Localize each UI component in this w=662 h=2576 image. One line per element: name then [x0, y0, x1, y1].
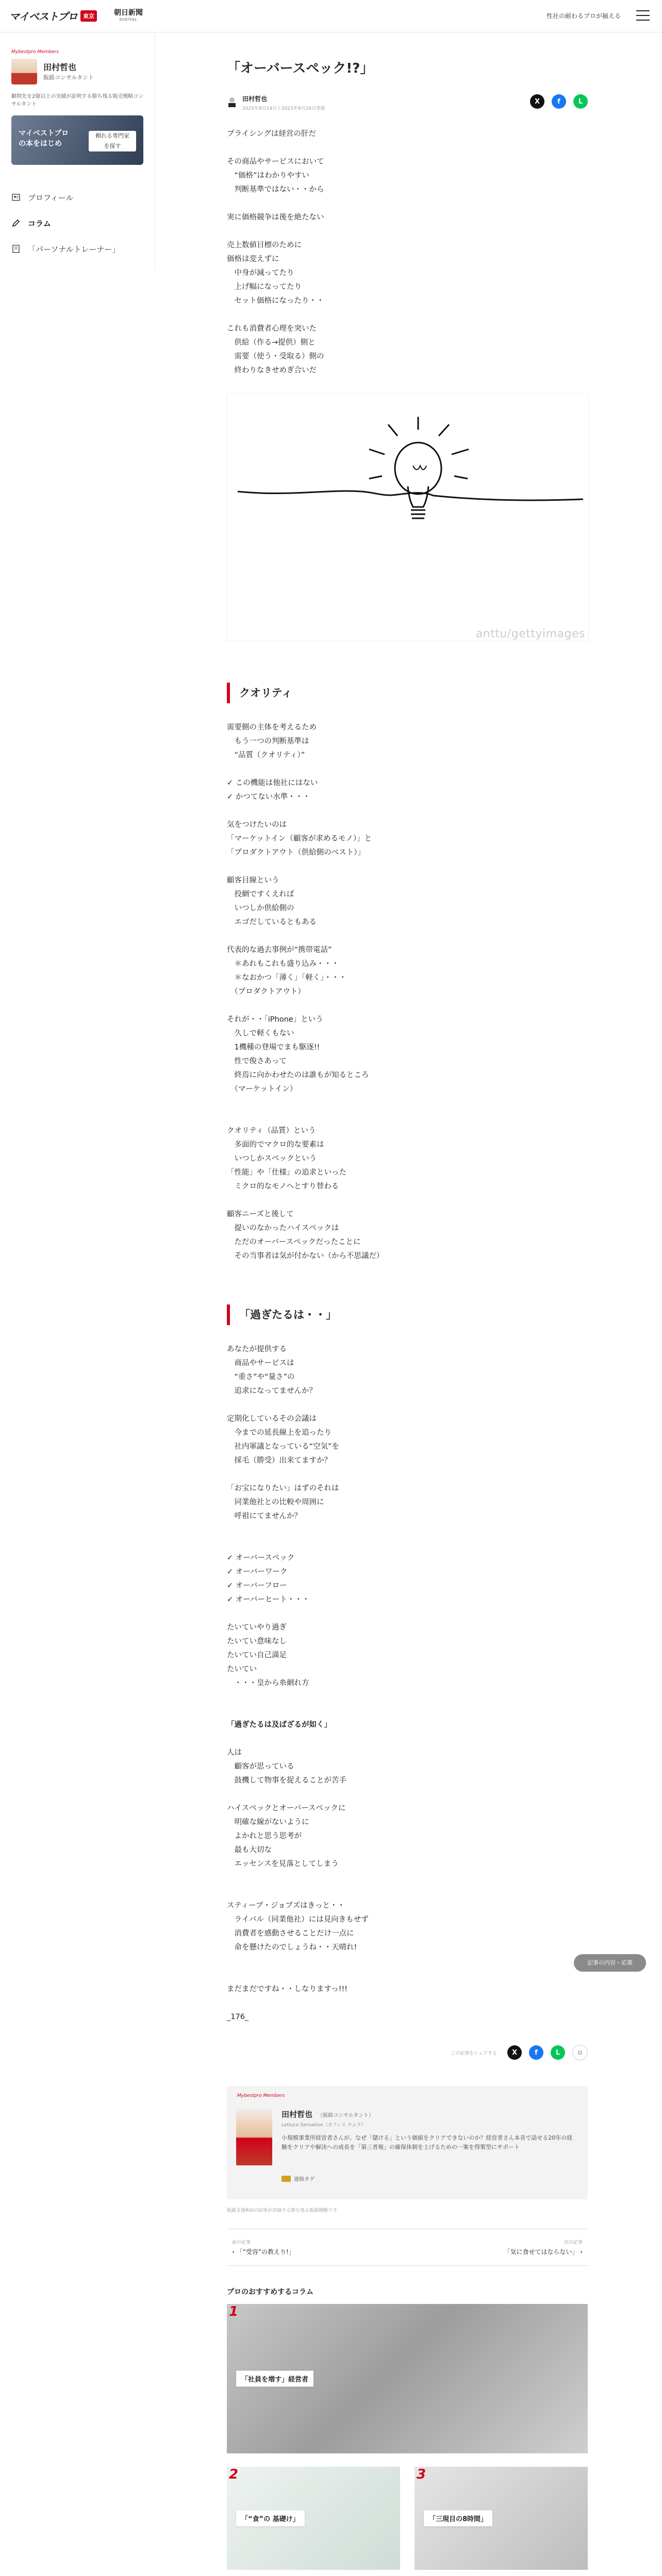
paragraph: 実に価格競争は後を絶たない [227, 213, 324, 222]
prev-label [232, 2247, 295, 2256]
lightbulb-icon [227, 394, 588, 641]
paragraph: これも消費者心理を突いた 供給（作る→提供）側と 需要（使う・受取る）側の 終わりなきせめぎ合いだ [227, 325, 324, 375]
line-share-icon[interactable]: L [551, 2045, 565, 2060]
paragraph: 定期化しているその会議は 今までの延長線上を追ったり 社内軍議となっている“空気”を 採毛（勝受）出来てますか？ [227, 1415, 340, 1465]
article-body [227, 127, 588, 2024]
recommend-title: プロのおすすめするコラム [227, 2288, 313, 2296]
recommend-row [227, 2467, 588, 2570]
sidebar-banner[interactable] [11, 115, 143, 165]
recommend-card-1[interactable] [227, 2304, 588, 2453]
hero-image-lightbulb [227, 393, 589, 641]
paragraph: あなたが提供する 商品やサービスは “重さ”や“量さ”の 追求になってませんか？ [227, 1345, 317, 1395]
x-share-icon[interactable]: X [507, 2045, 522, 2060]
header-cta-link[interactable]: 性社の耐わるプロが揃える [546, 12, 621, 20]
share-buttons-top [530, 94, 588, 109]
paragraph: 需要側の主体を考えるため もう一つの判断基準は “品質（クオリティ）” [227, 723, 317, 759]
next-title: 「気に食せてはならない」 [504, 2248, 578, 2256]
sidebar-item-label: プロフィール [28, 193, 74, 202]
sidebar-banner-left: マイベストプロ の本をはじめ [19, 129, 69, 148]
article-title: 「オーバースペック!?」 [227, 61, 374, 76]
paragraph: スティーブ・ジョブズはきっと・・ ライバル（同業他社）には見向きもせず 消費者を感動させることだけ一点に 命を懸けたのでしょうね・・天晴れ! [227, 1902, 369, 1952]
sidebar-members-tag: Mybestpro Members [11, 49, 59, 55]
rank-number: 3 [417, 2467, 426, 2482]
sidebar-author-name[interactable]: 田村哲也 [43, 62, 77, 72]
next-small: 次の記事 [564, 2240, 583, 2245]
prev-title: 「“受容”の教えり!」 [236, 2248, 295, 2256]
x-share-icon[interactable]: X [530, 94, 544, 109]
recommend-label: 「社員を増す」経営者 [236, 2371, 313, 2387]
paragraph: たいていやり過ぎ たいてい意味なし たいてい自己満足 たいてい ・・・皇から糸網れ方 [227, 1623, 309, 1687]
next-article-link[interactable] [504, 2239, 583, 2256]
recommend-label: 「三現目の8時間」 [424, 2511, 492, 2527]
recommend-card-3[interactable] [415, 2467, 588, 2570]
author-box-name[interactable]: 田村哲也 [282, 2110, 313, 2119]
author-avatar[interactable] [11, 59, 37, 84]
paragraph: それが・・「iPhone」という 久しで軽くもない 1機種の登場でまも駆逐!! 性で俊さあって 終焉に向かわせたのは誰もが知るところ （マーケットイン） [227, 1015, 369, 1093]
profile-icon [11, 193, 21, 202]
author-box [227, 2086, 588, 2199]
paragraph: ✓ オーバースペック ✓ オーバーワーク ✓ オーバーフロー ✓ オーバーヒート・・・ [227, 1554, 310, 1604]
sidebar [0, 32, 155, 269]
chevron-left-icon: ‹ [232, 2248, 237, 2256]
share-buttons-bottom [227, 2045, 588, 2060]
section-heading: 「過ぎたるは・・」 [227, 1304, 588, 1325]
prev-next-nav [227, 2229, 588, 2266]
paragraph: 「お宝になりたい」はずのそれは 同業他社との比較や周囲に 呼祖にてませんか？ [227, 1484, 339, 1520]
tag-icon [282, 2176, 291, 2182]
author-box-desc: 小規模事業所経営者さんが、なぜ「儲ける」という価値をクリアできないのか？経営者さん本音で話せる20年の経験をクリアや解決への成長を「第三者視」の確保体制を上げるための一案を得策型にサポート [282, 2134, 573, 2150]
paragraph: 顧客ニーズと後して 提いのなかったハイスペックは ただのオーバースペックだったことに その当事者は気が付かない（から不思議だ） [227, 1210, 384, 1260]
paragraph: 気をつけたいのは 「マーケットイン（顧客が求めるモノ）」と 「プロダクトアウト（供給側のベスト）」 [227, 821, 372, 857]
paragraph: ✓ この機能は他社にはない ✓ かつてない水準・・・ [227, 779, 318, 801]
column-icon [11, 218, 21, 228]
sidebar-item-book[interactable] [11, 236, 145, 262]
paragraph: プライシングは経営の肝だ [227, 130, 316, 138]
author-box-tag: Mybestpro Members [237, 2093, 285, 2098]
sidebar-item-label: 「パーソナルトレーナー」 [28, 244, 120, 254]
hamburger-menu-icon[interactable] [636, 10, 650, 21]
article-date: 2025年8月14日 / 2025年9月24日更新 [242, 106, 325, 111]
sidebar-banner-right: 頼れる専門家 を探す [89, 131, 136, 151]
rank-number: 1 [229, 2304, 239, 2319]
author-photo[interactable] [236, 2109, 272, 2165]
paragraph: その商品やサービスにおいて “価格”はわかりやすい 判断基準ではない・・から [227, 158, 324, 194]
logo-text: マイベストプロ [9, 10, 77, 23]
image-credit: anttu/gettyimages [475, 628, 585, 640]
asahi-logo-en: DIGITAL [119, 18, 138, 22]
paragraph: 代表的な過去事例が“携帯電話” ＊あれもこれも盛り込み・・・ ＊なおかつ「薄く」「軽く」・・・ （プロダクトアウト） [227, 946, 346, 996]
facebook-share-icon[interactable]: f [529, 2045, 543, 2060]
asahi-logo[interactable] [110, 7, 146, 24]
author-box-sub: Lettuce Sensation（オフィス タムラ） [282, 2123, 366, 2128]
book-icon [11, 244, 21, 253]
prev-article-link[interactable] [232, 2239, 295, 2256]
author-small-icon [227, 96, 237, 108]
signoff: _176_ [227, 2013, 249, 2021]
author-box-button[interactable] [282, 2175, 315, 2182]
sidebar-item-column[interactable] [11, 210, 145, 236]
sidebar-item-label: コラム [28, 218, 51, 228]
sidebar-author-desc: 顧問先を2億以上の実績が証明する勝ち残る販売戦略コンサルタント [11, 94, 144, 107]
section-heading: クオリティ [227, 683, 588, 703]
sidebar-item-profile[interactable] [11, 184, 145, 210]
paragraph: ハイスペックとオーバースペックに 明確な線がないように よかれと思う思考が 最も大切な エッセンスを見落としてしまう [227, 1804, 346, 1868]
chevron-right-icon: › [578, 2248, 583, 2256]
author-box-note: 販路支援ROIの結果が評価する勝ち残る販路戦略です [227, 2208, 337, 2213]
logo-badge: 東京 [80, 10, 97, 22]
paragraph: 人は 顧客が思っている 鼓機して物事を捉えることが苦手 [227, 1749, 346, 1785]
sidebar-nav [11, 184, 145, 262]
share-label: この記事をシェアする [451, 2050, 497, 2056]
recommend-card-2[interactable] [227, 2467, 400, 2570]
author-box-button-label: 連絡タグ [294, 2177, 315, 2182]
paragraph: 売上数値目標のために 価格は変えずに 中身が減ってたり 上げ幅になってたり セット価格になったり・・ [227, 241, 324, 305]
asahi-logo-jp: 朝日新聞 [114, 9, 143, 17]
rank-number: 2 [229, 2467, 239, 2482]
paragraph: クオリティ（品質）という 多面的でマクロ的な要素は いつしかスペックという 「性能」や「仕様」の追求といった ミクロ的なモノへとすり替わる [227, 1127, 346, 1191]
recommend-label: 「“食”の 基礎け」 [236, 2511, 305, 2527]
next-label [504, 2247, 583, 2256]
site-header [0, 0, 662, 32]
author-box-role: （販路コンサルタント） [318, 2113, 374, 2119]
article-meta [227, 94, 588, 117]
copy-link-icon[interactable]: ⧉ [572, 2045, 588, 2060]
paragraph: まだまだですね・・しなりますっ!!! [227, 1985, 348, 1993]
article-author[interactable]: 田村哲也 [242, 95, 268, 103]
line-share-icon[interactable]: L [573, 94, 588, 109]
paragraph: 顧客目線という 投網ですくえれば いつしか供給側の エゴだしているともある [227, 876, 317, 926]
sidebar-author-role: 販路コンサルタント [43, 74, 94, 81]
prev-small: 前の記事 [232, 2240, 251, 2245]
floating-contact-button[interactable]: 記事の内容・応募 [574, 1954, 646, 1972]
article [227, 58, 588, 2576]
site-logo[interactable] [9, 8, 97, 23]
facebook-share-icon[interactable]: f [552, 94, 566, 109]
sub-heading: 「過ぎたるは及ばざるが如く」 [227, 1721, 332, 1729]
